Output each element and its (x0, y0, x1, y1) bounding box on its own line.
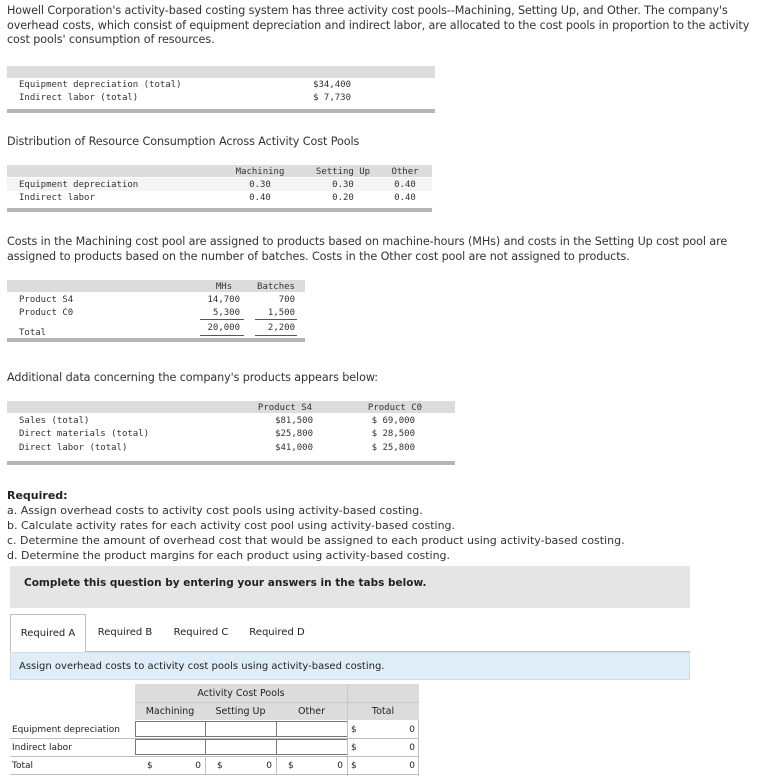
additional-heading: Additional data concerning the company's products appears below: (7, 371, 378, 384)
required-item: a. Assign overhead costs to activity cost pools using activity-based costing. (7, 504, 423, 517)
row-label-equipment-depreciation: Equipment depreciation (12, 725, 120, 735)
row-label: Equipment depreciation (19, 180, 139, 190)
cell-value: 0.40 (394, 180, 416, 190)
tab-required-b[interactable]: Required B (97, 627, 153, 638)
costs-paragraph: Costs in the Machining cost pool are assigned to products based on machine-hours (MHs) and costs in the Setting Up cost pool are assigned to products based on the number of batches. Costs in the Other cost pool are not assigned to products. (7, 235, 728, 263)
complete-text: Complete this question by entering your answers in the tabs below. (24, 577, 427, 589)
overhead-value: $ 7,730 (313, 93, 351, 103)
required-title: Required: (7, 489, 68, 502)
currency-symbol: $ (217, 761, 223, 771)
column-header: Product C0 (367, 403, 423, 413)
overhead-table (7, 66, 435, 116)
complete-banner (10, 566, 690, 608)
required-item: c. Determine the amount of overhead cost that would be assigned to each product using activity-based costing. (7, 534, 625, 547)
equipment-depreciation-other-input[interactable] (276, 721, 348, 737)
overhead-label: Equipment depreciation (total) (19, 80, 182, 90)
cell-value: $25,800 (275, 429, 313, 439)
overhead-label: Indirect labor (total) (19, 93, 139, 103)
row-label: Indirect labor (19, 193, 95, 203)
currency-symbol: $ (351, 743, 357, 753)
cell-value: $ 69,000 (371, 416, 415, 426)
tab-required-a[interactable]: Required A (10, 614, 86, 652)
cell-value: $ 25,800 (371, 443, 415, 453)
cell-value: 0.20 (332, 193, 354, 203)
cell-value: 1,500 (267, 308, 295, 318)
row-label: Product S4 (19, 295, 74, 305)
cell-value: 0.30 (332, 180, 354, 190)
group-header: Activity Cost Pools (197, 688, 285, 699)
other-total: 0 (337, 761, 343, 771)
instruction-text: Assign overhead costs to activity cost pools using activity-based costing. (19, 661, 385, 672)
grand-total: 0 (409, 761, 415, 771)
cell-value: 5,300 (212, 308, 240, 318)
column-header: Machining (235, 167, 285, 177)
cell-value: $81,500 (275, 416, 313, 426)
cell-value: 14,700 (207, 295, 240, 305)
row-label: Sales (total) (19, 416, 90, 426)
machining-total: 0 (195, 761, 201, 771)
currency-symbol: $ (351, 725, 357, 735)
row-label: Total (19, 328, 47, 338)
distribution-heading: Distribution of Resource Consumption Across Activity Cost Pools (7, 135, 360, 148)
cell-value: 0.40 (249, 193, 271, 203)
column-header: Other (391, 167, 419, 177)
additional-table (7, 401, 455, 468)
cell-value: 0.30 (249, 180, 271, 190)
column-header-other: Other (298, 706, 325, 717)
row-label-total: Total (12, 761, 34, 771)
currency-symbol: $ (288, 761, 294, 771)
equipment-depreciation-total: 0 (409, 725, 415, 735)
indirect-labor-other-input[interactable] (276, 739, 348, 755)
row-label: Direct labor (total) (19, 443, 128, 453)
currency-symbol: $ (351, 761, 357, 771)
intro-paragraph: Howell Corporation's activity-based costing system has three activity cost pools--Machining, Setting Up, and Other. The company's overhead costs, which consist of equipment depreciation and indirect labor, are allocated to the cost pools in proportion to the activity cost pools' consumption of resources. (7, 4, 750, 46)
equipment-depreciation-machining-input[interactable] (135, 721, 206, 737)
tab-required-d[interactable]: Required D (249, 627, 305, 638)
instruction-banner (10, 652, 690, 680)
distribution-table (7, 165, 432, 216)
tab-required-c[interactable]: Required C (173, 627, 229, 638)
setting-up-total: 0 (266, 761, 272, 771)
indirect-labor-total: 0 (409, 743, 415, 753)
cell-value: 700 (278, 295, 295, 305)
cell-value: 2,200 (267, 323, 295, 333)
indirect-labor-setting-up-input[interactable] (205, 739, 277, 755)
answer-grid (10, 684, 419, 776)
overhead-value: $34,400 (313, 80, 351, 90)
row-label-indirect-labor: Indirect labor (12, 743, 72, 753)
column-header: MHs (215, 282, 233, 292)
column-header: Product S4 (257, 403, 313, 413)
column-header-total: Total (371, 706, 395, 717)
cell-value: 20,000 (207, 323, 240, 333)
currency-symbol: $ (147, 761, 153, 771)
cell-value: $41,000 (275, 443, 313, 453)
column-header: Setting Up (315, 167, 371, 177)
cell-value: 0.40 (394, 193, 416, 203)
required-item: d. Determine the product margins for each product using activity-based costing. (7, 549, 451, 562)
indirect-labor-machining-input[interactable] (135, 739, 206, 755)
required-item: b. Calculate activity rates for each activity cost pool using activity-based costing. (7, 519, 456, 532)
required-section (7, 488, 625, 563)
row-label: Product C0 (19, 308, 74, 318)
column-header-setting-up: Setting Up (215, 706, 266, 717)
cell-value: $ 28,500 (371, 429, 415, 439)
row-label: Direct materials (total) (19, 429, 150, 439)
equipment-depreciation-setting-up-input[interactable] (205, 721, 277, 737)
column-header: Batches (257, 282, 295, 292)
column-header-machining: Machining (145, 706, 195, 717)
activity-table (7, 280, 305, 342)
